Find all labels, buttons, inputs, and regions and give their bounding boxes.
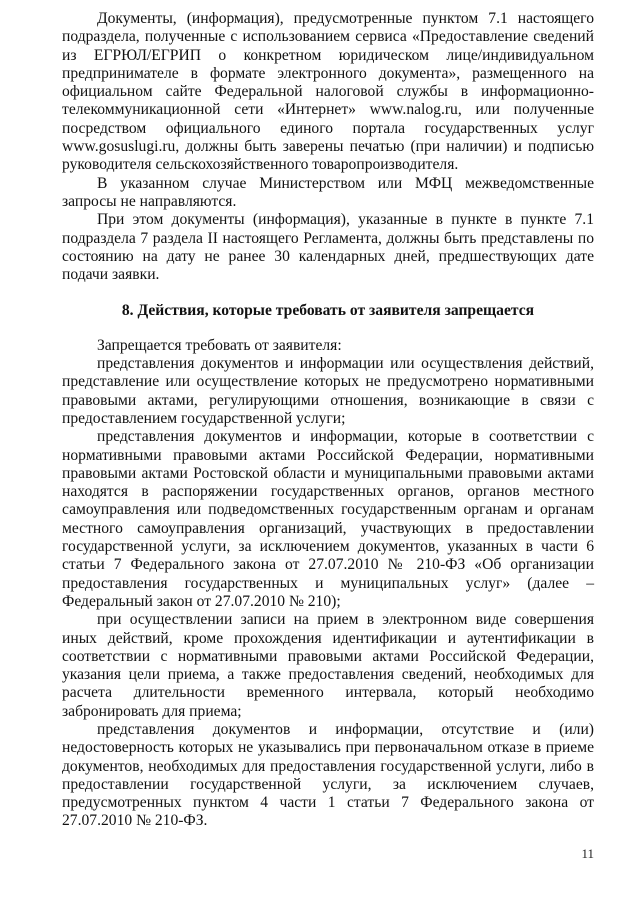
paragraph-prohibited-item-3: при осуществлении записи на прием в электронном виде совершения иных действий, кроме прохождения идентификации и аутентификации в соответствии с нормативными правовыми актами Российской Федерации, указания цели приема, а также предоставления сведений, необходимых для расчета длительности временного интервала, который необходимо забронировать для приема; bbox=[62, 611, 594, 720]
paragraph-prohibited-item-4: представления документов и информации, отсутствие и (или) недостоверность которых не указывались при первоначальном отказе в приеме документов, необходимых для предоставления государственной услуги, либо в предоставлении государственной услуги, за исключением случаев, предусмотренных пунктом 4 части 1 статьи 7 Федерального закона от 27.07.2010 № 210-ФЗ. bbox=[62, 720, 594, 830]
paragraph-no-interagency-requests: В указанном случае Министерством или МФЦ межведомственные запросы не направляются. bbox=[62, 174, 594, 210]
paragraph-documents-date-requirement: При этом документы (информация), указанные в пункте в пункте 7.1 подраздела 7 раздела II настоящего Регламента, должны быть представлены по состоянию на дату не ранее 30 календарных дней, предшествующих дате подачи заявки. bbox=[62, 211, 594, 284]
paragraph-prohibited-item-2: представления документов и информации, которые в соответствии с нормативными правовыми актами Российской Федерации, нормативными правовыми актами Ростовской области и муниципальными правовыми актами находятся в распоряжении государственных органов, органов местного самоуправления или подведомственных государственным органам и органам местного самоуправления организаций, участвующих в предоставлении государственной услуги, за исключением документов, указанных в части 6 статьи 7 Федерального закона от 27.07.2010 № 210-ФЗ «Об организации предоставления государственных и муниципальных услуг» (далее – Федеральный закон от 27.07.2010 № 210); bbox=[62, 428, 594, 610]
section-heading: 8. Действия, которые требовать от заявителя запрещается bbox=[121, 302, 535, 320]
paragraph-prohibited-item-1: представления документов и информации или осуществления действий, представление или осуществление которых не предусмотрено нормативными правовыми актами, регулирующими отношения, возникающие в связи с предоставлением государственной услуги; bbox=[62, 355, 594, 427]
paragraph-prohibited-intro: Запрещается требовать от заявителя: bbox=[97, 336, 342, 354]
document-page bbox=[62, 10, 594, 831]
paragraph-documents-egrul: Документы, (информация), предусмотренные пунктом 7.1 настоящего подраздела, полученные с использованием сервиса «Предоставление сведений из ЕГРЮЛ/ЕГРИП о конкретном юридическом лице/индивидуальном предпринимателе в формате электронного документа», размещенного на официальном сайте Федеральной налоговой службы в информационно-телекоммуникационной сети «Интернет» www.nalog.ru, или полученные посредством официального единого портала государственных услуг www.gosuslugi.ru, должны быть заверены печатью (при наличии) и подписью руководителя сельскохозяйственного товаропроизводителя. bbox=[62, 10, 594, 174]
page-number: 11 bbox=[581, 846, 594, 861]
